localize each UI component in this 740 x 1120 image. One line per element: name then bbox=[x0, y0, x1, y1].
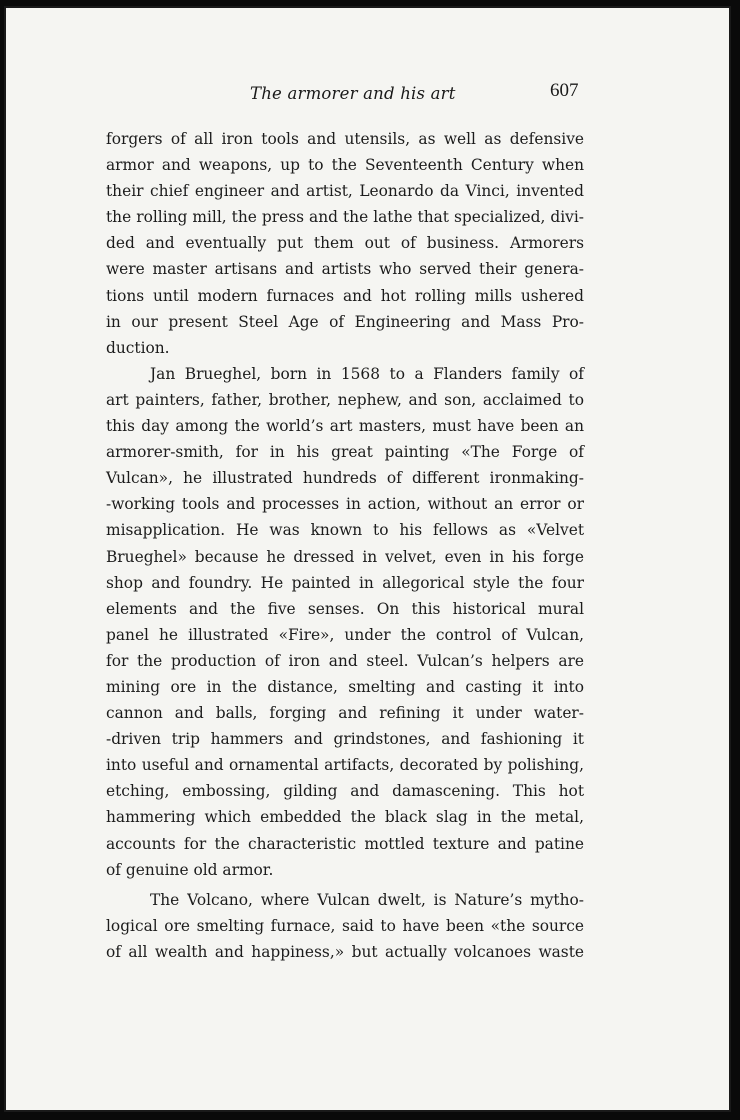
text-line: misapplication. He was known to his fellows as «Velvet bbox=[106, 521, 584, 540]
text-line: forgers of all iron tools and utensils, as well as defensive bbox=[106, 130, 584, 148]
text-line: Brueghel» because he dressed in velvet, even in his forge bbox=[106, 547, 584, 566]
running-head bbox=[6, 82, 729, 106]
paragraph-1 bbox=[106, 126, 584, 361]
text-line: duction. bbox=[106, 338, 170, 357]
page-number: 607 bbox=[550, 80, 579, 101]
text-line: into useful and ornamental artifacts, decorated by polishing, bbox=[106, 756, 584, 775]
text-line: tions until modern furnaces and hot rolling mills ushered bbox=[106, 286, 584, 305]
text-line: this day among the world’s art masters, must have been an bbox=[106, 417, 584, 436]
running-title: The armorer and his art bbox=[250, 84, 456, 103]
text-line: mining ore in the distance, smelting and casting it into bbox=[106, 677, 584, 696]
text-line: etching, embossing, gilding and damascening. This hot bbox=[106, 782, 584, 801]
text-line: accounts for the characteristic mottled texture and patine bbox=[106, 834, 584, 853]
text-line: hammering which embedded the black slag in the metal, bbox=[106, 808, 584, 827]
paragraph-3 bbox=[106, 887, 584, 965]
text-line: -driven trip hammers and grindstones, and fashioning it bbox=[106, 730, 584, 749]
page bbox=[4, 6, 731, 1112]
text-line: elements and the five senses. On this historical mural bbox=[106, 599, 584, 618]
text-line: shop and foundry. He painted in allegorical style the four bbox=[106, 573, 584, 592]
text-line: Jan Brueghel, born in 1568 to a Flanders family of bbox=[150, 364, 584, 383]
text-line: of genuine old armor. bbox=[106, 860, 274, 879]
text-line: panel he illustrated «Fire», under the control of Vulcan, bbox=[106, 625, 584, 644]
text-line: their chief engineer and artist, Leonardo da Vinci, invented bbox=[106, 182, 584, 201]
text-line: of all wealth and happiness,» but actually volcanoes waste bbox=[106, 942, 584, 961]
text-line: in our present Steel Age of Engineering and Mass Pro- bbox=[106, 312, 584, 331]
text-line: art painters, father, brother, nephew, and son, acclaimed to bbox=[106, 390, 584, 409]
body-text bbox=[106, 126, 584, 965]
text-line: the rolling mill, the press and the lathe that specialized, divi- bbox=[106, 208, 584, 227]
text-line: were master artisans and artists who served their genera- bbox=[106, 260, 584, 279]
text-line: for the production of iron and steel. Vulcan’s helpers are bbox=[106, 651, 584, 670]
text-line: cannon and balls, forging and refining it under water- bbox=[106, 704, 584, 723]
text-line: armor and weapons, up to the Seventeenth Century when bbox=[106, 156, 584, 175]
text-line: ded and eventually put them out of business. Armorers bbox=[106, 234, 584, 253]
text-line: The Volcano, where Vulcan dwelt, is Nature’s mytho- bbox=[150, 890, 584, 909]
text-line: -working tools and processes in action, without an error or bbox=[106, 495, 584, 514]
text-line: Vulcan», he illustrated hundreds of different ironmaking- bbox=[106, 469, 584, 488]
paragraph-2 bbox=[106, 361, 584, 883]
text-line: logical ore smelting furnace, said to have been «the source bbox=[106, 916, 584, 935]
text-line: armorer-smith, for in his great painting «The Forge of bbox=[106, 443, 584, 462]
